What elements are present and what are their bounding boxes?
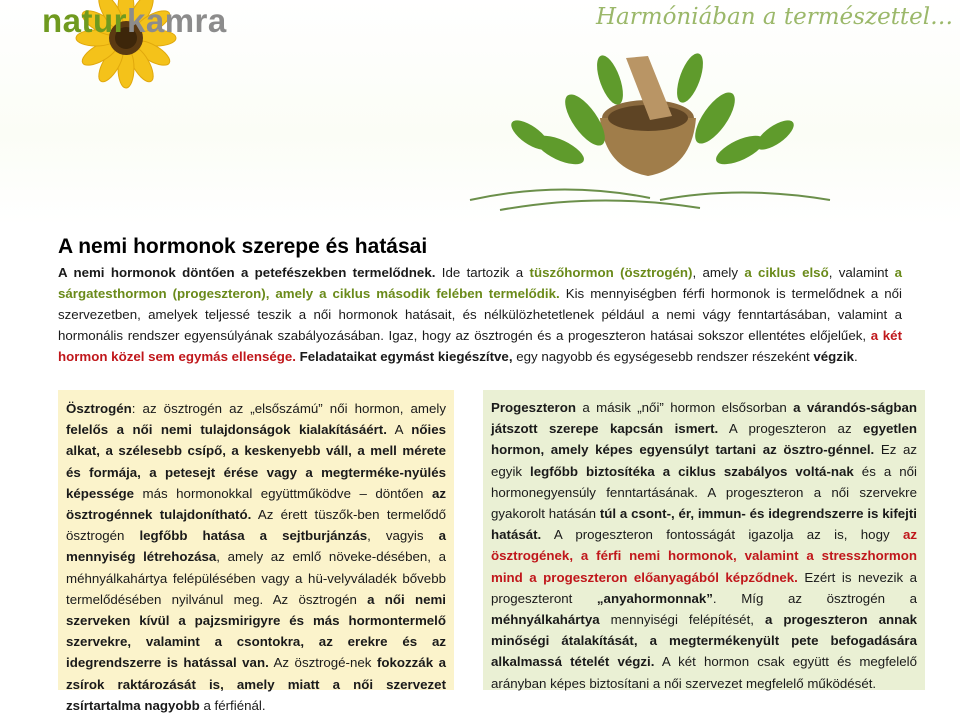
estrogen-s5: nőies alkat, a szélesebb csípő, a keskenyebb váll, a mell mérete és formája, a petesejt érése vagy a megterméke-nyülés képessége <box>66 422 446 501</box>
progesterone-p16: mennyiségi felépítését, <box>599 612 765 628</box>
estrogen-s6: más hormonokkal együttműködve – döntően <box>134 485 432 501</box>
estrogen-s1: Ösztrogén <box>66 401 132 416</box>
intro-t2: Ide tartozik a <box>435 265 530 280</box>
progesterone-p19: működését <box>807 675 873 691</box>
intro-t3: tüszőhormon (ösztrogén) <box>529 265 693 280</box>
page-title: A nemi hormonok szerepe és hatásai <box>58 235 428 258</box>
progesterone-p7: legfőbb biztosítéka a ciklus szabályos voltá-nak <box>530 463 854 479</box>
mortar-herbs-image <box>470 50 830 210</box>
progesterone-p17: a progeszteron annak minőségi átalakítását, a megtermékenyült pete befogadására alkalmassá tételét végzi. <box>491 612 918 670</box>
intro-t10: Feladataikat egymást kiegészítve, <box>295 349 513 364</box>
estrogen-s8: Az érett tüszők-ben termelődő ösztrogén <box>66 507 446 544</box>
progesterone-p2: a másik „női” hormon elsősorban <box>575 400 794 415</box>
estrogen-s13: a női nemi szerveken kívül a pajzsmirigyre és más hormontermelő szervekre, valamint a csontokra, az erekre és az idegrendszerre is hatással van. <box>66 591 446 671</box>
progesterone-p4: A progeszteron az <box>718 421 864 437</box>
estrogen-s9: legfőbb hatása a sejtburjánzás <box>139 528 368 544</box>
progesterone-p15: méhnyálkahártya <box>491 612 600 628</box>
estrogen-s15: fokozzák a zsírok raktározását is, amely miatt a női szervezet zsírtartalma nagyobb <box>66 655 446 713</box>
estrogen-s3: felelős a női nemi tulajdonságok kialakításáért. <box>66 422 387 438</box>
article-content <box>58 234 902 367</box>
logo-text-1: natur <box>42 2 127 39</box>
progesterone-p3: a várandós-ságban játszott szerepe kapcsán ismert. <box>491 400 917 437</box>
progesterone-p11: az ösztrogének, a férfi nemi hormonok, valamint a stresszhormon mind a progeszteron előanyagából képződnek. <box>491 527 917 585</box>
intro-paragraph <box>58 262 902 367</box>
intro-t13: . <box>854 349 858 364</box>
intro-t6: , valamint <box>828 265 895 280</box>
estrogen-s10: , vagyis <box>367 528 439 544</box>
progesterone-p10: A progeszteron fontosságát igazolja az is, hogy <box>541 527 903 543</box>
intro-t5: a ciklus első <box>744 265 829 280</box>
progesterone-p20: . <box>872 675 877 691</box>
progesterone-p12: Ezért is nevezik a progeszteront <box>491 569 917 606</box>
progesterone-p5: egyetlen hormon, amely képes egyensúlyt tartani az ösztro-génnel. <box>491 421 917 458</box>
estrogen-s12: , amely az emlő növeke-désében, a méhnyálkahártya felépülésében vagy a hü-velyváladék bővebb termelődésében nyilvánul meg. Az ösztrogén <box>66 549 447 607</box>
tagline: Harmóniában a természettel… <box>596 4 954 30</box>
intro-t7: a sárgatesthormon (progeszteron), amely a ciklus második felében termelődik. <box>58 265 902 301</box>
estrogen-s16: a férfiénál. <box>199 697 266 713</box>
estrogen-s4: A <box>386 422 412 438</box>
progesterone-p8: és a női hormonegyensúly fenntartásának. A progeszteron a női szervekre gyakorolt hatásán <box>491 463 917 522</box>
progesterone-p1: Progeszteron <box>491 400 576 415</box>
brand-logo[interactable] <box>42 2 227 40</box>
estrogen-s14: Az ösztrogé-nek <box>268 655 377 671</box>
estrogen-s2: : az ösztrogén az „elsőszámú” női hormon, amely <box>131 401 446 416</box>
logo-text-2: kamra <box>127 2 227 39</box>
progesterone-p14: . Míg az ösztrogén a <box>712 590 917 606</box>
estrogen-box <box>58 390 454 713</box>
intro-t1: A nemi hormonok döntően a petefészekben termelődnek. <box>58 265 436 280</box>
intro-t9: a két hormon közel sem egymás ellensége. <box>58 328 903 364</box>
intro-t8: Kis mennyiségben férfi hormonok is termelődnek a női szervezetben, amelyek teljessé teszik a női hormonok hatásait, és nélkülözhetetlenek például a nemi vágy fenntartásában, valamint a hormonális rendszer egyensúlyának szabályozásában. Igaz, hogy az ösztrogén és a progeszteron hatásai sokszor ellentétes előjelűek, <box>58 286 902 343</box>
estrogen-s11: a mennyiség létrehozása <box>66 528 446 565</box>
intro-t4: , amely <box>692 265 745 280</box>
progesterone-p6: Ez az egyik <box>491 442 918 479</box>
intro-t11: egy nagyobb és egységesebb rendszer részeként <box>512 349 814 364</box>
estrogen-s7: az ösztrogénnek tulajdonítható. <box>66 485 446 523</box>
progesterone-box <box>483 390 925 690</box>
progesterone-p13: „anyahormonnak” <box>596 590 713 606</box>
intro-t12: végzik <box>813 349 855 364</box>
header-banner <box>0 0 960 225</box>
progesterone-p18: A két hormon csak együtt és megfelelő arányban képes biztosítani a női szervezet megfelelő <box>491 654 917 691</box>
progesterone-p9: túl a csont-, ér, immun- és idegrendszerre is kifejti hatását. <box>491 506 917 543</box>
